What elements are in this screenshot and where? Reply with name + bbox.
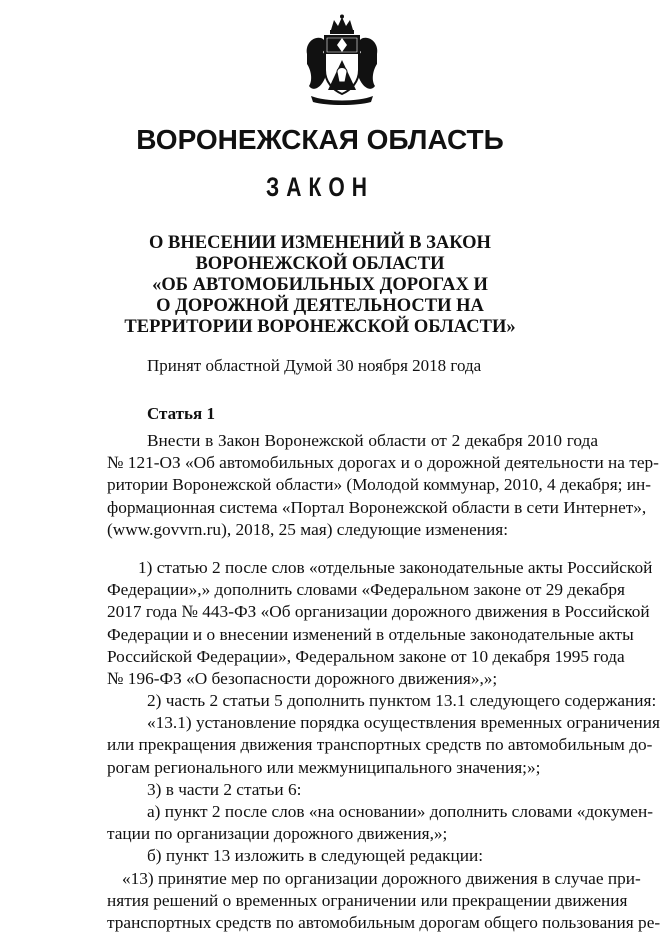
paragraph-line: или прекращения движения транспортных средств по автомобильным до- (107, 735, 653, 755)
paragraph-line: формационная система «Портал Воронежской области в сети Интернет», (107, 497, 647, 517)
paragraph-line: тации по организации дорожного движения,»; (107, 824, 448, 844)
paragraph-line: № 121-ОЗ «Об автомобильных дорогах и о дорожной деятельности на тер- (107, 453, 659, 473)
paragraph-line: рогам регионального или межмуниципального значения;»; (107, 757, 541, 777)
law-title-line: О ДОРОЖНОЙ ДЕЯТЕЛЬНОСТИ НА (156, 296, 484, 316)
adoption-date: Принят областной Думой 30 ноября 2018 года (147, 356, 482, 375)
law-title-line: О ВНЕСЕНИИ ИЗМЕНЕНИЙ В ЗАКОН (149, 233, 491, 253)
paragraph-line: «13.1) установление порядка осуществления временных ограничения (147, 713, 660, 733)
paragraph-line: Федерации»,» дополнить словами «Федеральном законе от 29 декабря (107, 580, 625, 600)
paragraph-line: транспортных средств по автомобильным дорогам общего пользования ре- (107, 912, 660, 932)
region-name: ВОРОНЕЖСКАЯ ОБЛАСТЬ (136, 124, 504, 155)
article-heading: Статья 1 (147, 404, 215, 423)
paragraph-line: ритории Воронежской области» (Молодой коммунар, 2010, 4 декабря; ин- (107, 475, 652, 495)
paragraph-line: «13) принятие мер по организации дорожного движения в случае при- (122, 868, 641, 888)
paragraph-line: 2) часть 2 статьи 5 дополнить пунктом 13.1 следующего содержания: (147, 691, 657, 711)
paragraph-line: (www.govvrn.ru), 2018, 25 мая) следующие изменения: (107, 519, 509, 539)
paragraph-line: б) пункт 13 изложить в следующей редакции: (147, 846, 484, 866)
paragraph-line: 1) статью 2 после слов «отдельные законодательные акты Российской (138, 557, 653, 577)
law-title-line: «ОБ АВТОМОБИЛЬНЫХ ДОРОГАХ И (152, 275, 488, 295)
law-title-line: ТЕРРИТОРИИ ВОРОНЕЖСКОЙ ОБЛАСТИ» (124, 317, 516, 337)
paragraph-line: а) пункт 2 после слов «на основании» дополнить словами «докумен- (147, 802, 653, 821)
paragraph-line: Федерации и о внесении изменений в отдельные законодательные акты (107, 624, 634, 644)
law-title-line: ВОРОНЕЖСКОЙ ОБЛАСТИ (195, 254, 445, 274)
paragraph-line: 3) в части 2 статьи 6: (147, 779, 302, 799)
paragraph-line: Российской Федерации», Федеральном законе от 10 декабря 1995 года (107, 646, 625, 666)
paragraph-line: нятия решений о временных ограничении или прекращении движения (107, 890, 628, 910)
paragraph-line: Внести в Закон Воронежской области от 2 декабря 2010 года (147, 431, 598, 450)
article-body (107, 430, 660, 934)
voronezh-coat-of-arms-icon (301, 14, 383, 106)
paragraph-line: 2017 года № 443-ФЗ «Об организации дорожного движения в Российской (107, 602, 650, 622)
law-title (60, 233, 580, 338)
paragraph-line: № 196-ФЗ «О безопасности дорожного движения»,»; (107, 668, 498, 688)
document-type: ЗАКОН (266, 172, 374, 202)
